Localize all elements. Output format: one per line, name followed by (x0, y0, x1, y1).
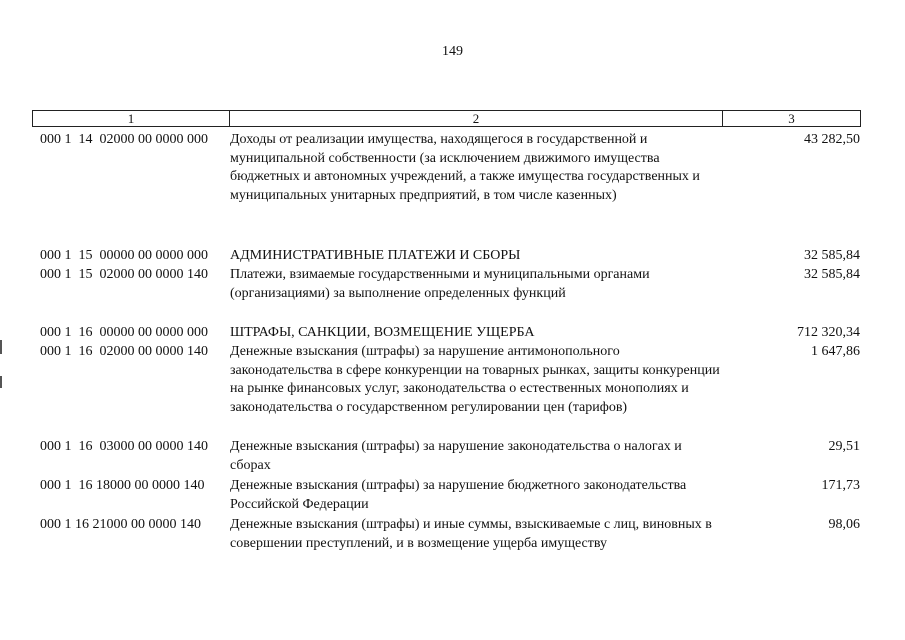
budget-code: 000 1 16 18000 00 0000 140 (40, 478, 205, 493)
column-header-1: 1 (33, 111, 230, 126)
row-description: ШТРАФЫ, САНКЦИИ, ВОЗМЕЩЕНИЕ УЩЕРБА (230, 325, 535, 340)
margin-mark (0, 376, 2, 388)
row-amount: 32 585,84 (804, 267, 860, 282)
row-description: Денежные взыскания (штрафы) за нарушение бюджетного законодательства Российской Федерации (230, 478, 687, 512)
row-description: Денежные взыскания (штрафы) за нарушение антимонопольного законодательства в сфере конкуренции на товарных рынках, защиты конкуренции на рынке финансовых услуг, законодательства о естественных монополиях и законодательства о государственном регулировании цен (тарифов) (230, 344, 720, 415)
row-amount: 1 647,86 (811, 344, 860, 359)
row-amount: 43 282,50 (804, 132, 860, 147)
column-header-2: 2 (230, 111, 723, 126)
table-header (32, 110, 861, 127)
budget-code: 000 1 16 02000 00 0000 140 (40, 344, 208, 359)
budget-code: 000 1 16 21000 00 0000 140 (40, 517, 201, 532)
margin-mark (0, 340, 2, 354)
row-description: Денежные взыскания (штрафы) за нарушение законодательства о налогах и сборах (230, 439, 682, 473)
row-amount: 98,06 (828, 517, 860, 532)
row-amount: 32 585,84 (804, 248, 860, 263)
budget-code: 000 1 14 02000 00 0000 000 (40, 132, 208, 147)
budget-code: 000 1 16 03000 00 0000 140 (40, 439, 208, 454)
row-amount: 171,73 (821, 478, 860, 493)
column-header-3: 3 (788, 111, 795, 126)
row-description: Платежи, взимаемые государственными и муниципальными органами (организациями) за выполнение определенных функций (230, 267, 650, 301)
row-amount: 712 320,34 (797, 325, 860, 340)
budget-code: 000 1 15 02000 00 0000 140 (40, 267, 208, 282)
row-description: Денежные взыскания (штрафы) и иные суммы, взыскиваемые с лиц, виновных в совершении преступлений, и в возмещение ущерба имуществу (230, 517, 712, 551)
row-amount: 29,51 (828, 439, 860, 454)
row-description: Доходы от реализации имущества, находящегося в государственной и муниципальной собственности (за исключением движимого имущества бюджетных и автономных учреждений, а также имущества государственных и муниципальных унитарных предприятий, в том числе казенных) (230, 132, 700, 203)
budget-code: 000 1 15 00000 00 0000 000 (40, 248, 208, 263)
row-description: АДМИНИСТРАТИВНЫЕ ПЛАТЕЖИ И СБОРЫ (230, 248, 521, 263)
budget-code: 000 1 16 00000 00 0000 000 (40, 325, 208, 340)
page-number: 149 (442, 44, 463, 59)
